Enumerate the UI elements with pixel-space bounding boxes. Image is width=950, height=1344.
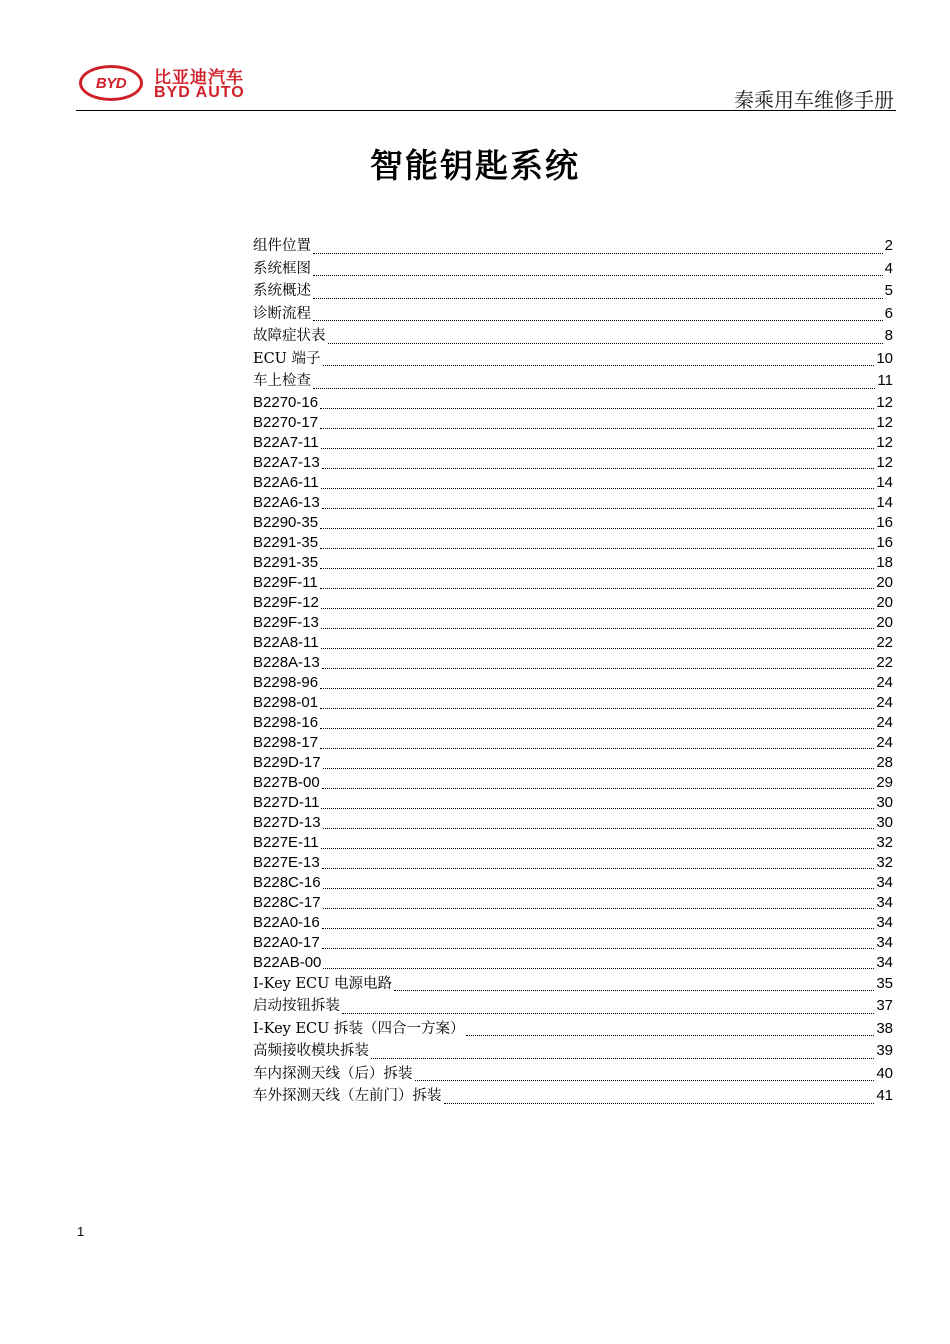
toc-entry[interactable]: [253, 413, 893, 433]
toc-entry-page: 12: [876, 393, 893, 411]
toc-entry[interactable]: [253, 325, 893, 348]
toc-entry[interactable]: [253, 873, 893, 893]
toc-dot-leader: [323, 767, 875, 769]
toc-entry[interactable]: [253, 633, 893, 653]
toc-dot-leader: [322, 667, 875, 669]
toc-entry-page: 39: [876, 1042, 893, 1059]
toc-entry-label: 故障症状表: [253, 328, 326, 344]
toc-entry[interactable]: [253, 370, 893, 393]
toc-dot-leader: [323, 364, 875, 366]
toc-entry-page: 24: [876, 673, 893, 691]
toc-entry-label: I-Key ECU 电源电路: [253, 975, 392, 992]
toc-entry-label: B22A6-13: [253, 493, 320, 511]
toc-entry[interactable]: [253, 573, 893, 593]
byd-logo-chinese-text: 比亚迪汽车: [154, 68, 244, 88]
toc-entry-page: 11: [877, 372, 893, 389]
toc-entry[interactable]: [253, 1040, 893, 1063]
toc-entry[interactable]: [253, 348, 893, 371]
toc-entry[interactable]: [253, 453, 893, 473]
toc-entry[interactable]: [253, 473, 893, 493]
toc-entry-label: B22AB-00: [253, 953, 322, 971]
toc-entry[interactable]: [253, 593, 893, 613]
toc-entry-label: B22A0-17: [253, 933, 320, 951]
toc-entry-page: 32: [876, 833, 893, 851]
toc-entry-label: 高频接收模块拆装: [253, 1043, 369, 1059]
toc-entry-page: 12: [876, 433, 893, 451]
toc-entry-label: 车外探测天线（左前门）拆装: [253, 1088, 442, 1104]
toc-dot-leader: [321, 647, 875, 649]
toc-dot-leader: [321, 607, 874, 609]
toc-entry-label: 车上检查: [253, 373, 311, 389]
toc-entry-page: 38: [876, 1019, 893, 1037]
toc-entry-label: B2298-96: [253, 673, 319, 691]
toc-entry-page: 24: [876, 713, 893, 731]
toc-entry-label: B228A-13: [253, 653, 320, 671]
toc-entry-label: B2290-35: [253, 513, 319, 531]
toc-dot-leader: [320, 427, 874, 429]
toc-entry-page: 5: [884, 282, 893, 299]
toc-entry[interactable]: [253, 1085, 893, 1108]
toc-dot-leader: [322, 867, 875, 869]
toc-dot-leader: [415, 1079, 875, 1081]
toc-entry-label: B227E-11: [253, 833, 319, 851]
toc-entry[interactable]: [253, 833, 893, 853]
toc-entry-label: 组件位置: [253, 238, 311, 254]
toc-entry-page: 24: [876, 693, 893, 711]
toc-entry-label: 系统概述: [253, 283, 311, 299]
toc-dot-leader: [313, 297, 883, 299]
toc-entry-label: 系统框图: [253, 260, 311, 277]
toc-dot-leader: [320, 547, 874, 549]
toc-entry-page: 35: [876, 974, 893, 992]
toc-dot-leader: [320, 407, 874, 409]
toc-dot-leader: [322, 947, 875, 949]
toc-entry-page: 14: [876, 473, 893, 491]
toc-entry[interactable]: [253, 258, 893, 281]
toc-entry-page: 34: [876, 893, 893, 911]
toc-entry-label: B227D-11: [253, 793, 320, 811]
toc-entry-label: B229F-13: [253, 613, 319, 631]
toc-entry-page: 12: [876, 413, 893, 431]
toc-entry[interactable]: [253, 793, 893, 813]
toc-entry-page: 28: [876, 753, 893, 771]
toc-entry-page: 29: [876, 773, 893, 791]
toc-entry-label: B2298-16: [253, 713, 319, 731]
toc-entry[interactable]: [253, 280, 893, 303]
toc-entry[interactable]: [253, 613, 893, 633]
toc-entry-page: 34: [876, 913, 893, 931]
toc-entry[interactable]: [253, 973, 893, 996]
header-divider: [76, 110, 896, 111]
toc-dot-leader: [323, 827, 875, 829]
toc-entry-page: 22: [876, 653, 893, 671]
toc-entry[interactable]: [253, 853, 893, 873]
toc-dot-leader: [313, 387, 875, 389]
toc-entry-label: ECU 端子: [253, 350, 321, 367]
toc-entry[interactable]: [253, 653, 893, 673]
toc-entry[interactable]: [253, 303, 893, 326]
toc-entry-label: B2298-17: [253, 733, 319, 751]
page-number: 1: [77, 1224, 85, 1239]
toc-dot-leader: [320, 567, 874, 569]
table-of-contents: [253, 235, 893, 1108]
toc-entry-page: 20: [876, 613, 893, 631]
toc-entry[interactable]: [253, 733, 893, 753]
toc-dot-leader: [342, 1012, 874, 1014]
toc-dot-leader: [321, 847, 875, 849]
toc-dot-leader: [320, 707, 874, 709]
toc-entry-page: 20: [876, 593, 893, 611]
toc-entry-page: 12: [876, 453, 893, 471]
toc-dot-leader: [466, 1034, 874, 1036]
toc-entry-page: 20: [876, 573, 893, 591]
toc-entry-page: 4: [884, 259, 893, 277]
toc-entry-page: 34: [876, 933, 893, 951]
toc-dot-leader: [323, 907, 875, 909]
toc-entry-label: B227D-13: [253, 813, 321, 831]
toc-entry-page: 41: [876, 1087, 893, 1104]
toc-entry-label: B22A0-16: [253, 913, 320, 931]
toc-dot-leader: [321, 487, 875, 489]
toc-entry-page: 22: [876, 633, 893, 651]
toc-entry-label: B2270-17: [253, 413, 319, 431]
toc-entry-label: B22A8-11: [253, 633, 319, 651]
toc-entry[interactable]: [253, 235, 893, 258]
toc-dot-leader: [313, 274, 883, 276]
toc-entry-page: 30: [876, 813, 893, 831]
toc-entry-page: 40: [876, 1064, 893, 1082]
toc-entry-page: 34: [876, 953, 893, 971]
toc-entry-label: B229F-12: [253, 593, 319, 611]
toc-entry-page: 14: [876, 493, 893, 511]
toc-entry-label: B22A7-11: [253, 433, 319, 451]
toc-dot-leader: [313, 319, 883, 321]
toc-dot-leader: [322, 507, 875, 509]
toc-entry[interactable]: [253, 393, 893, 413]
toc-dot-leader: [371, 1057, 874, 1059]
toc-entry[interactable]: [253, 913, 893, 933]
toc-entry[interactable]: [253, 753, 893, 773]
toc-dot-leader: [320, 587, 875, 589]
toc-dot-leader: [320, 527, 874, 529]
toc-entry-label: 启动按钮拆装: [253, 998, 340, 1014]
toc-entry-page: 24: [876, 733, 893, 751]
toc-dot-leader: [322, 467, 875, 469]
toc-entry-page: 37: [876, 997, 893, 1014]
toc-entry-label: B2291-35: [253, 553, 319, 571]
page-title: 智能钥匙系统: [370, 146, 580, 185]
toc-entry[interactable]: [253, 553, 893, 573]
toc-entry-label: B2291-35: [253, 533, 319, 551]
toc-dot-leader: [328, 342, 883, 344]
toc-entry[interactable]: [253, 1063, 893, 1086]
toc-dot-leader: [394, 989, 874, 991]
toc-entry[interactable]: [253, 433, 893, 453]
toc-entry-page: 34: [876, 873, 893, 891]
byd-logo-mark: BYD: [79, 65, 143, 101]
manual-title: 秦乘用车维修手册: [734, 88, 894, 112]
toc-dot-leader: [320, 687, 874, 689]
toc-entry-label: B22A7-13: [253, 453, 320, 471]
toc-entry-page: 10: [876, 349, 893, 367]
toc-dot-leader: [320, 747, 874, 749]
toc-entry-label: B22A6-11: [253, 473, 319, 491]
toc-entry-page: 16: [876, 513, 893, 531]
toc-entry-label: B228C-17: [253, 893, 321, 911]
toc-entry-label: B229D-17: [253, 753, 321, 771]
toc-entry-page: 30: [876, 793, 893, 811]
toc-entry[interactable]: [253, 773, 893, 793]
toc-entry-label: B2298-01: [253, 693, 319, 711]
toc-entry-label: I-Key ECU 拆装（四合一方案）: [253, 1020, 465, 1037]
toc-entry[interactable]: [253, 813, 893, 833]
byd-logo: [79, 65, 269, 105]
toc-entry-page: 8: [884, 327, 893, 344]
byd-logo-english-text: BYD AUTO: [154, 84, 245, 101]
toc-entry[interactable]: [253, 933, 893, 953]
toc-entry[interactable]: [253, 1018, 893, 1041]
toc-entry-label: B2270-16: [253, 393, 319, 411]
toc-entry[interactable]: [253, 893, 893, 913]
toc-dot-leader: [321, 807, 874, 809]
toc-dot-leader: [444, 1102, 875, 1104]
toc-entry-page: 16: [876, 533, 893, 551]
toc-dot-leader: [323, 887, 875, 889]
toc-entry-label: B229F-11: [253, 573, 318, 591]
toc-entry-label: 诊断流程: [253, 305, 311, 322]
toc-dot-leader: [320, 727, 874, 729]
toc-entry-page: 2: [884, 237, 893, 254]
toc-entry-label: 车内探测天线（后）拆装: [253, 1065, 413, 1082]
toc-dot-leader: [313, 252, 883, 254]
toc-entry-page: 6: [884, 304, 893, 322]
toc-entry[interactable]: [253, 995, 893, 1018]
toc-entry-label: B228C-16: [253, 873, 321, 891]
toc-entry[interactable]: [253, 513, 893, 533]
toc-entry-page: 18: [876, 553, 893, 571]
toc-entry-page: 32: [876, 853, 893, 871]
toc-dot-leader: [321, 627, 874, 629]
toc-entry-label: B227E-13: [253, 853, 320, 871]
toc-entry[interactable]: [253, 673, 893, 693]
toc-entry[interactable]: [253, 493, 893, 513]
toc-entry[interactable]: [253, 693, 893, 713]
toc-dot-leader: [322, 787, 875, 789]
toc-entry[interactable]: [253, 533, 893, 553]
toc-entry[interactable]: [253, 713, 893, 733]
toc-entry-label: B227B-00: [253, 773, 320, 791]
toc-entry[interactable]: [253, 953, 893, 973]
toc-dot-leader: [323, 967, 874, 969]
toc-dot-leader: [321, 447, 875, 449]
toc-dot-leader: [322, 927, 875, 929]
